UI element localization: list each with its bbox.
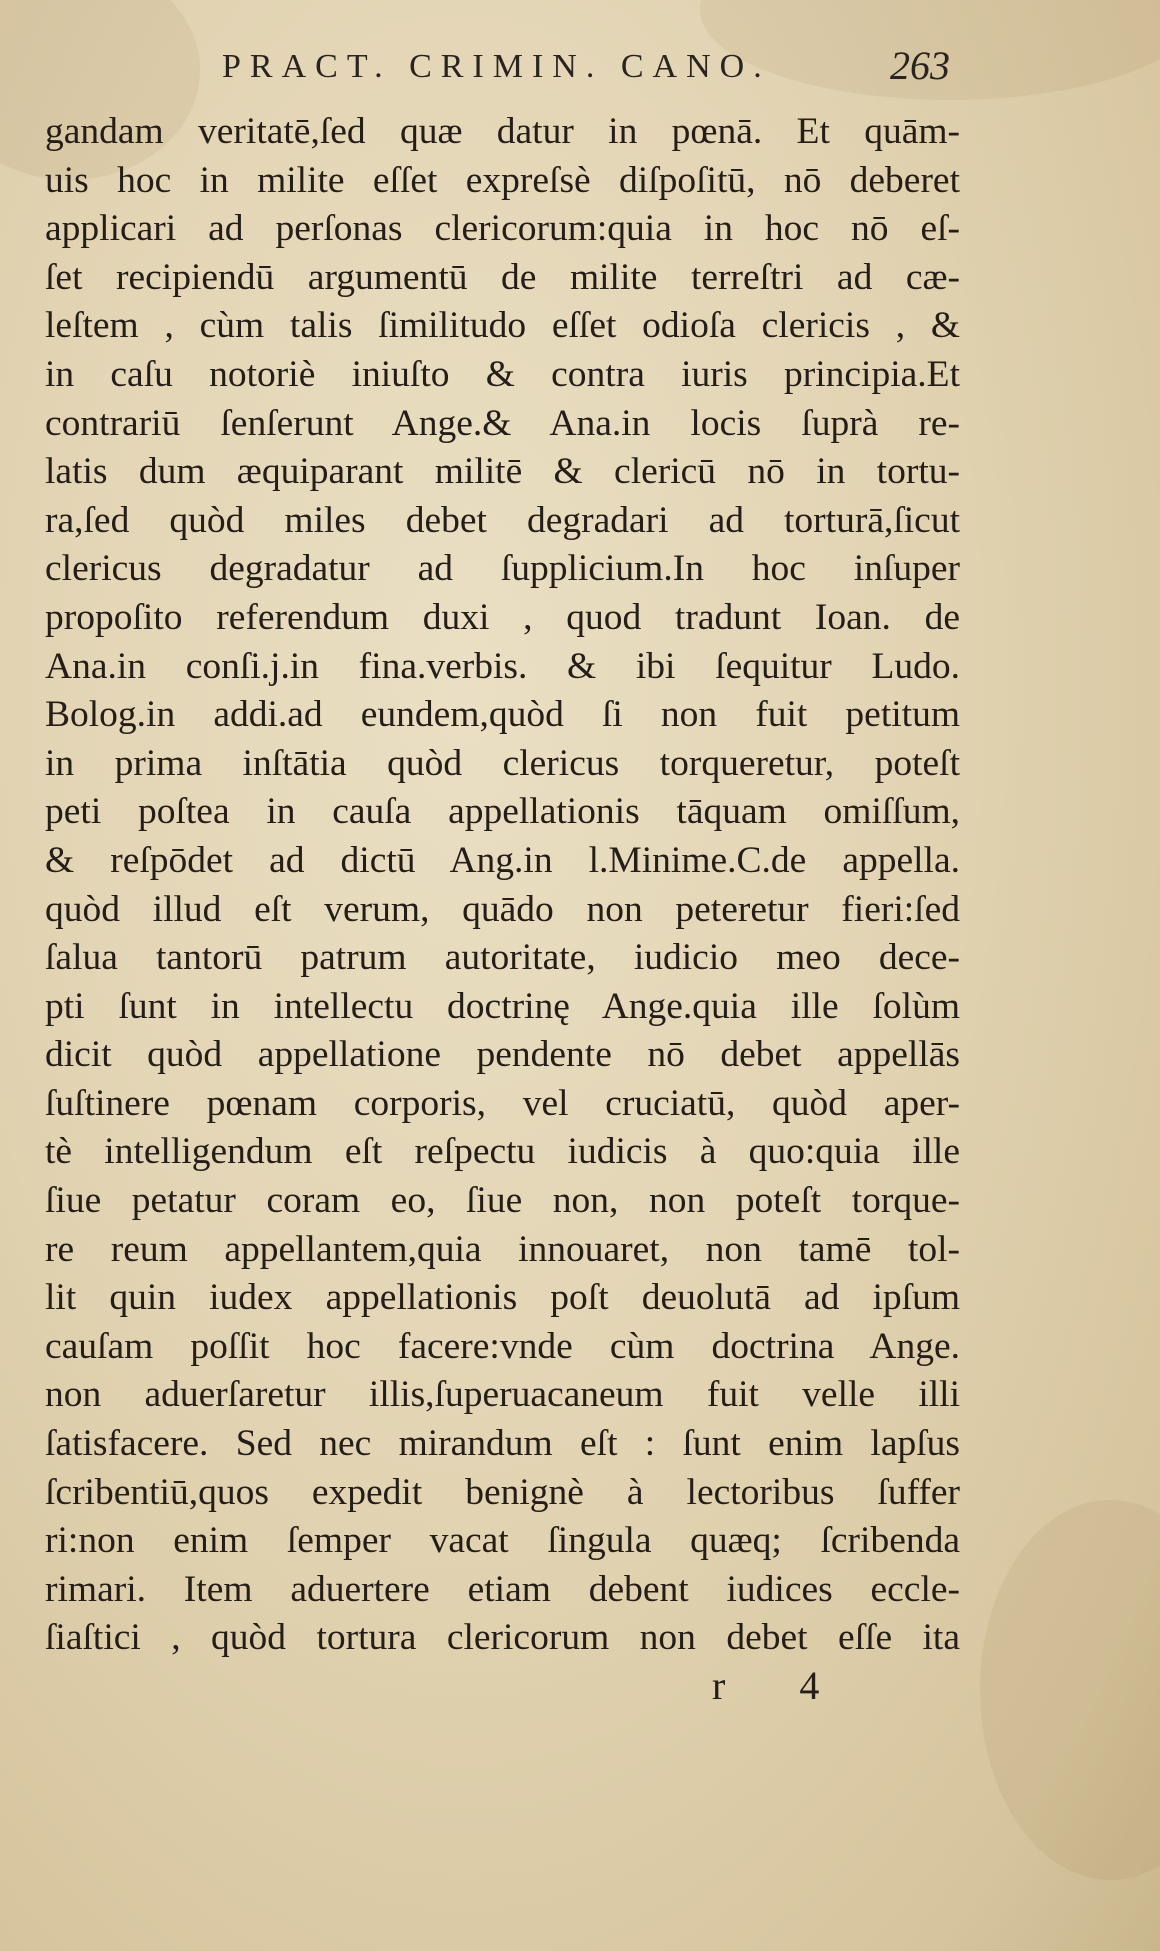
text-line: ra,ſed quòd miles debet degradari ad torturā,ſicut — [45, 499, 960, 541]
text-line: gandam veritatē,ſed quæ datur in pœnā. Et quām- — [45, 111, 960, 152]
text-line: re reum appellantem,quia innouaret, non tamē tol- — [45, 1228, 960, 1270]
text-line: ſiue petatur coram eo, ſiue non, non poteſt torque- — [45, 1180, 960, 1222]
text-line: ſiaſtici , quòd tortura clericorum non debet eſſe ita — [45, 1617, 960, 1659]
text-line: peti poſtea in cauſa appellationis tāquam omiſſum, — [45, 791, 960, 833]
text-line: clericus degradatur ad ſupplicium.In hoc inſuper — [45, 548, 960, 590]
text-line: ſuſtinere pœnam corporis, vel cruciatū, quòd aper- — [45, 1082, 960, 1124]
text-line: Bolog.in addi.ad eundem,quòd ſi non fuit petitum — [45, 694, 960, 736]
text-line: contrariū ſenſerunt Ange.& Ana.in locis ſuprà re- — [45, 402, 960, 444]
running-title: PRACT. CRIMIN. CANO. — [222, 48, 771, 85]
text-line: Ana.in conſi.j.in fina.verbis. & ibi ſequitur Ludo. — [45, 645, 960, 687]
text-line: rimari. Item aduertere etiam debent iudices eccle- — [45, 1568, 960, 1610]
text-line: & reſpōdet ad dictū Ang.in l.Minime.C.de appella. — [45, 839, 960, 881]
text-block — [45, 108, 960, 1663]
text-line: dicit quòd appellatione pendente nō debet appellās — [45, 1034, 960, 1076]
text-line: lit quin iudex appellationis poſt deuolutā ad ipſum — [45, 1277, 960, 1319]
text-line: pti ſunt in intellectu doctrinę Ange.quia ille ſolùm — [45, 985, 960, 1027]
text-line: ſet recipiendū argumentū de milite terreſtri ad cæ- — [45, 256, 960, 298]
text-line: uis hoc in milite eſſet expreſsè diſpoſitū, nō deberet — [45, 159, 960, 201]
text-line: leſtem , cùm talis ſimilitudo eſſet odioſa clericis , & — [45, 305, 960, 347]
text-line: in prima inſtātia quòd clericus torqueretur, poteſt — [45, 742, 960, 784]
text-line: cauſam poſſit hoc facere:vnde cùm doctrina Ange. — [45, 1325, 960, 1367]
text-line: latis dum æquiparant militē & clericū nō in tortu- — [45, 451, 960, 493]
text-line: quòd illud eſt verum, quādo non peteretur fieri:ſed — [45, 888, 960, 930]
text-line: ri:non enim ſemper vacat ſingula quæq; ſcribenda — [45, 1520, 960, 1562]
text-line: ſatisfacere. Sed nec mirandum eſt : ſunt enim lapſus — [45, 1423, 960, 1465]
text-line: propoſito referendum duxi , quod tradunt Ioan. de — [45, 596, 960, 638]
text-line: applicari ad perſonas clericorum:quia in hoc nō eſ- — [45, 208, 960, 250]
page-number: 263 — [890, 43, 950, 88]
text-line: ſcribentiū,quos expedit benignè à lectoribus ſuffer — [45, 1471, 960, 1513]
text-line: tè intelligendum eſt reſpectu iudicis à quo:quia ille — [45, 1131, 960, 1173]
text-line: ſalua tantorū patrum autoritate, iudicio meo dece- — [45, 937, 960, 979]
text-line: in caſu notoriè iniuſto & contra iuris principia.Et — [45, 353, 960, 395]
signature-mark: r 4 — [712, 1663, 852, 1708]
text-line: non aduerſaretur illis,ſuperuacaneum fuit velle illi — [45, 1374, 960, 1416]
